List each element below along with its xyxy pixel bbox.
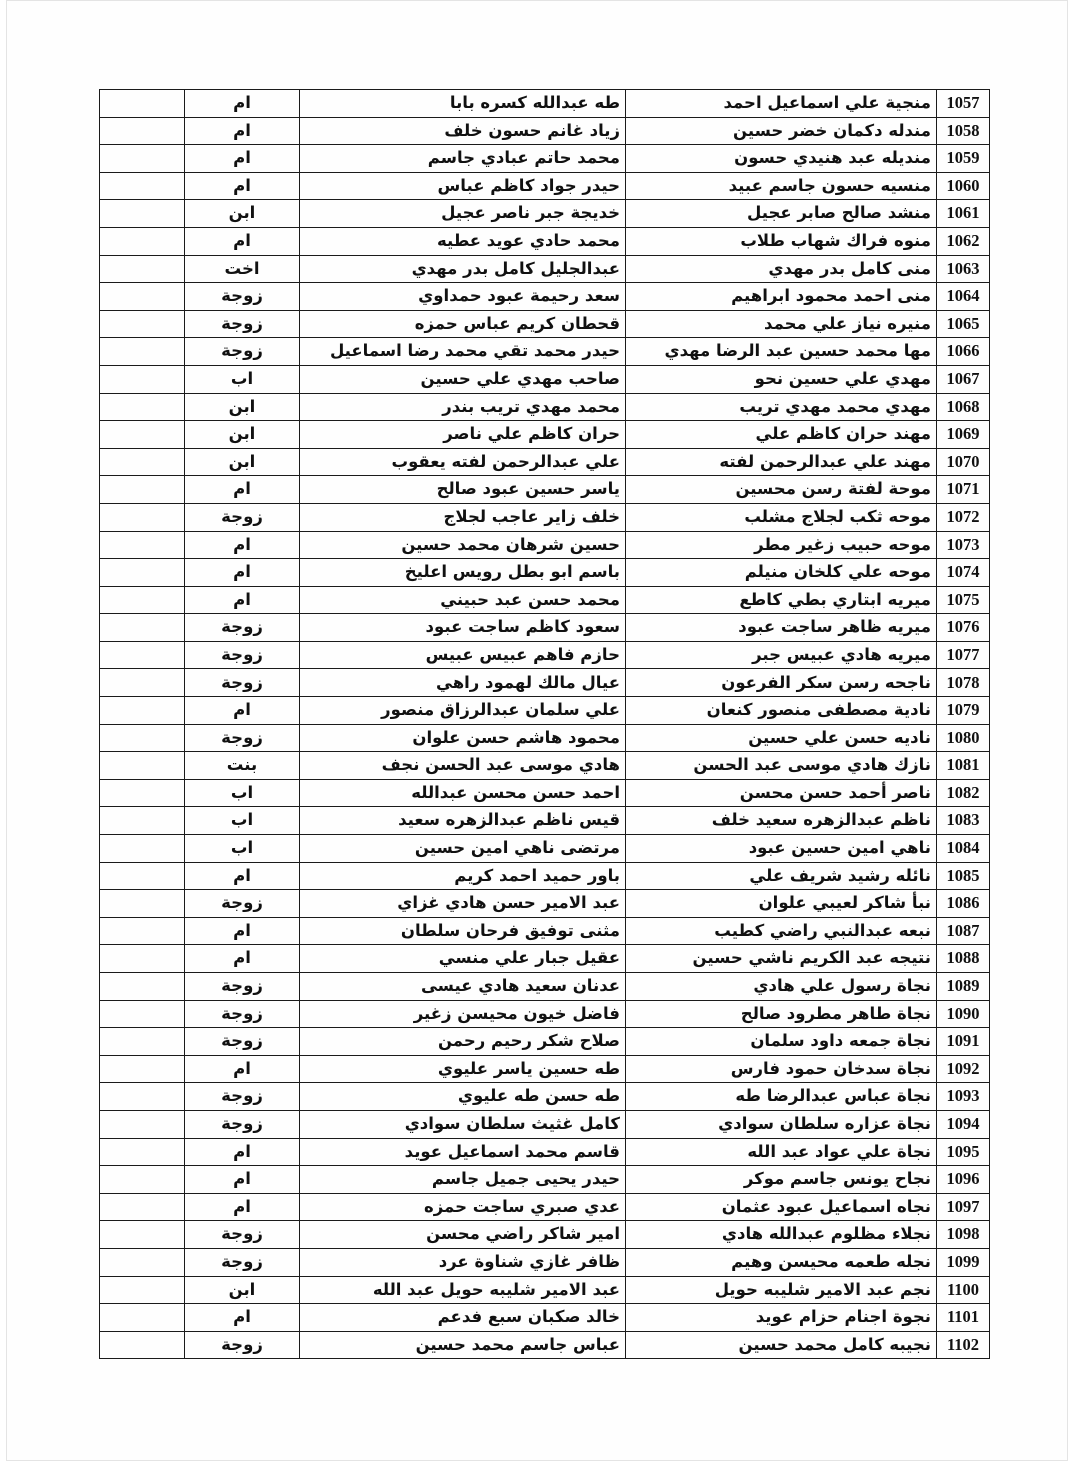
relation-cell: ام (185, 917, 300, 945)
blank-cell (100, 807, 185, 835)
relative-name-cell: حيدر محمد تقي محمد رضا اسماعيل (300, 338, 626, 366)
relation-cell: ام (185, 117, 300, 145)
relation-cell: ام (185, 1166, 300, 1194)
relation-cell: ام (185, 531, 300, 559)
table-row (100, 1221, 990, 1249)
number-cell: 1070 (937, 448, 990, 476)
name-cell: نجوة اجنام حزام عويد (626, 1304, 937, 1332)
name-cell: نجلاء مظلوم عبدالله هادي (626, 1221, 937, 1249)
name-cell: مندله دكمان خضر حسين (626, 117, 937, 145)
table-row (100, 421, 990, 449)
relative-name-cell: باور حميد احمد كريم (300, 862, 626, 890)
relative-name-cell: عباس جاسم محمد حسين (300, 1331, 626, 1359)
relative-name-cell: عدي صبري ساجت حمزه (300, 1193, 626, 1221)
name-cell: منديله عبد هنيدي حسون (626, 145, 937, 173)
table-row (100, 503, 990, 531)
table-row (100, 697, 990, 725)
name-cell: نادية مصطفى منصور كنعان (626, 697, 937, 725)
table-row (100, 90, 990, 118)
number-cell: 1084 (937, 835, 990, 863)
name-cell: نجاة جمعه داود سلمان (626, 1028, 937, 1056)
number-cell: 1059 (937, 145, 990, 173)
blank-cell (100, 393, 185, 421)
relative-name-cell: عيال مالك لهمود راهي (300, 669, 626, 697)
number-cell: 1097 (937, 1193, 990, 1221)
table-row (100, 283, 990, 311)
name-cell: ناجحه رسن سكر الفرعون (626, 669, 937, 697)
relation-cell: زوجة (185, 1083, 300, 1111)
blank-cell (100, 476, 185, 504)
relative-name-cell: امير شاكر راضي محسن (300, 1221, 626, 1249)
table-row (100, 1304, 990, 1332)
blank-cell (100, 338, 185, 366)
name-cell: ناظم عبدالزهره سعيد خلف (626, 807, 937, 835)
number-cell: 1090 (937, 1000, 990, 1028)
relation-cell: ام (185, 586, 300, 614)
name-cell: نازك هادي موسى عبد الحسن (626, 752, 937, 780)
number-cell: 1085 (937, 862, 990, 890)
table-row (100, 393, 990, 421)
table-row (100, 255, 990, 283)
table-row (100, 641, 990, 669)
table-row (100, 200, 990, 228)
relative-name-cell: ياسر حسين عبود صالح (300, 476, 626, 504)
table-row (100, 338, 990, 366)
blank-cell (100, 614, 185, 642)
relative-name-cell: طه حسن طه عليوي (300, 1083, 626, 1111)
name-cell: مهدي علي حسين نحو (626, 365, 937, 393)
relative-name-cell: قيس ناظم عبدالزهره سعيد (300, 807, 626, 835)
relative-name-cell: عبدالجليل كامل بدر مهدي (300, 255, 626, 283)
name-cell: مهند حران كاظم علي (626, 421, 937, 449)
number-cell: 1088 (937, 945, 990, 973)
relation-cell: ابن (185, 448, 300, 476)
number-cell: 1068 (937, 393, 990, 421)
blank-cell (100, 752, 185, 780)
number-cell: 1082 (937, 779, 990, 807)
blank-cell (100, 586, 185, 614)
table-row (100, 669, 990, 697)
table-row (100, 559, 990, 587)
number-cell: 1073 (937, 531, 990, 559)
table-row (100, 448, 990, 476)
relation-cell: اب (185, 779, 300, 807)
relation-cell: زوجة (185, 724, 300, 752)
table-row (100, 172, 990, 200)
name-cell: نجاة رسول علي هادي (626, 973, 937, 1001)
number-cell: 1092 (937, 1055, 990, 1083)
number-cell: 1062 (937, 227, 990, 255)
relation-cell: زوجة (185, 1028, 300, 1056)
number-cell: 1098 (937, 1221, 990, 1249)
blank-cell (100, 1028, 185, 1056)
name-cell: منشد صالح صابر عجيل (626, 200, 937, 228)
relative-name-cell: عقيل جبار علي منسي (300, 945, 626, 973)
name-cell: مهند علي عبدالرحمن لفته (626, 448, 937, 476)
number-cell: 1063 (937, 255, 990, 283)
blank-cell (100, 1304, 185, 1332)
number-cell: 1069 (937, 421, 990, 449)
relative-name-cell: محمد حسن عبد حبيني (300, 586, 626, 614)
blank-cell (100, 90, 185, 118)
roster-table (99, 89, 990, 1359)
name-cell: موحه علي كلخان منيلم (626, 559, 937, 587)
name-cell: نجاة علي عواد عبد الله (626, 1138, 937, 1166)
relation-cell: زوجة (185, 614, 300, 642)
name-cell: نجاة عباس عبدالرضا طه (626, 1083, 937, 1111)
number-cell: 1066 (937, 338, 990, 366)
relative-name-cell: زياد غانم حسون خلف (300, 117, 626, 145)
number-cell: 1077 (937, 641, 990, 669)
number-cell: 1076 (937, 614, 990, 642)
relative-name-cell: عبد الامير شليبه حويل عبد الله (300, 1276, 626, 1304)
relative-name-cell: كامل غثيث سلطان سوادي (300, 1110, 626, 1138)
relation-cell: زوجة (185, 1248, 300, 1276)
name-cell: مهدي محمد مهدي تريب (626, 393, 937, 421)
blank-cell (100, 1055, 185, 1083)
number-cell: 1058 (937, 117, 990, 145)
relation-cell: ابن (185, 421, 300, 449)
table-row (100, 1193, 990, 1221)
name-cell: نجاه اسماعيل عبود عثمان (626, 1193, 937, 1221)
blank-cell (100, 448, 185, 476)
relative-name-cell: هادي موسى عبد الحسن نجف (300, 752, 626, 780)
name-cell: نجيبه كامل محمد حسين (626, 1331, 937, 1359)
table-row (100, 752, 990, 780)
relative-name-cell: عبد الامير حسن هادي غزاي (300, 890, 626, 918)
relation-cell: زوجة (185, 1331, 300, 1359)
name-cell: منجية علي اسماعيل احمد (626, 90, 937, 118)
number-cell: 1072 (937, 503, 990, 531)
number-cell: 1057 (937, 90, 990, 118)
table-row (100, 1138, 990, 1166)
name-cell: نجم عبد الامير شليبه حويل (626, 1276, 937, 1304)
relative-name-cell: محمد حادي عويد عطيه (300, 227, 626, 255)
blank-cell (100, 1110, 185, 1138)
table-row (100, 1331, 990, 1359)
name-cell: منيره نياز علي محمد (626, 310, 937, 338)
relation-cell: ام (185, 476, 300, 504)
number-cell: 1093 (937, 1083, 990, 1111)
name-cell: ميريه هادي عبيس جبر (626, 641, 937, 669)
relative-name-cell: قاسم محمد اسماعيل عويد (300, 1138, 626, 1166)
relative-name-cell: فاضل خيون محيسن زغير (300, 1000, 626, 1028)
relation-cell: زوجة (185, 310, 300, 338)
relative-name-cell: علي عبدالرحمن لفته يعقوب (300, 448, 626, 476)
blank-cell (100, 365, 185, 393)
blank-cell (100, 145, 185, 173)
table-row (100, 807, 990, 835)
table-row (100, 1028, 990, 1056)
relation-cell: ام (185, 1138, 300, 1166)
number-cell: 1094 (937, 1110, 990, 1138)
blank-cell (100, 117, 185, 145)
table-row (100, 1000, 990, 1028)
name-cell: نجاة عزاره سلطان سوادي (626, 1110, 937, 1138)
blank-cell (100, 172, 185, 200)
name-cell: مها محمد حسين عبد الرضا مهدي (626, 338, 937, 366)
number-cell: 1086 (937, 890, 990, 918)
relation-cell: اخت (185, 255, 300, 283)
relation-cell: ابن (185, 200, 300, 228)
number-cell: 1080 (937, 724, 990, 752)
roster-table-body (100, 90, 990, 1359)
table-row (100, 586, 990, 614)
blank-cell (100, 227, 185, 255)
number-cell: 1064 (937, 283, 990, 311)
relative-name-cell: محمد مهدي تريب بندر (300, 393, 626, 421)
relation-cell: زوجة (185, 1000, 300, 1028)
number-cell: 1061 (937, 200, 990, 228)
number-cell: 1096 (937, 1166, 990, 1194)
relation-cell: ام (185, 145, 300, 173)
relation-cell: زوجة (185, 503, 300, 531)
name-cell: نائله رشيد شريف علي (626, 862, 937, 890)
relation-cell: زوجة (185, 1221, 300, 1249)
name-cell: نجاح يونس جاسم موكر (626, 1166, 937, 1194)
blank-cell (100, 1083, 185, 1111)
name-cell: ميريه ابتاري بطي كاطع (626, 586, 937, 614)
table-row (100, 835, 990, 863)
relation-cell: اب (185, 365, 300, 393)
blank-cell (100, 862, 185, 890)
table-row (100, 1276, 990, 1304)
relative-name-cell: حران كاظم علي ناصر (300, 421, 626, 449)
number-cell: 1079 (937, 697, 990, 725)
name-cell: نجاة سدخان حمود فارس (626, 1055, 937, 1083)
blank-cell (100, 890, 185, 918)
relation-cell: ابن (185, 393, 300, 421)
blank-cell (100, 641, 185, 669)
name-cell: موحه حبيب زغير مطر (626, 531, 937, 559)
name-cell: ناصر أحمد حسن محسن (626, 779, 937, 807)
relative-name-cell: خالد صكبان سبع فدعم (300, 1304, 626, 1332)
table-row (100, 779, 990, 807)
relative-name-cell: خلف زاير عاجب لجلاج (300, 503, 626, 531)
relative-name-cell: مثنى توفيق فرحان سلطان (300, 917, 626, 945)
number-cell: 1100 (937, 1276, 990, 1304)
name-cell: نبعه عبدالنبي راضي كطيب (626, 917, 937, 945)
relation-cell: اب (185, 835, 300, 863)
relation-cell: زوجة (185, 973, 300, 1001)
relation-cell: ام (185, 1304, 300, 1332)
blank-cell (100, 1000, 185, 1028)
number-cell: 1060 (937, 172, 990, 200)
number-cell: 1101 (937, 1304, 990, 1332)
table-row (100, 310, 990, 338)
relative-name-cell: صلاح شكر رحيم رحمن (300, 1028, 626, 1056)
relative-name-cell: محمد حاتم عبادي جاسم (300, 145, 626, 173)
relation-cell: زوجة (185, 1110, 300, 1138)
name-cell: نتيجه عبد الكريم ناشي حسين (626, 945, 937, 973)
blank-cell (100, 669, 185, 697)
relation-cell: ام (185, 90, 300, 118)
relative-name-cell: احمد حسن محسن عبدالله (300, 779, 626, 807)
number-cell: 1081 (937, 752, 990, 780)
number-cell: 1083 (937, 807, 990, 835)
relative-name-cell: باسم ابو بطل رويس اعليخ (300, 559, 626, 587)
table-row (100, 1055, 990, 1083)
table-row (100, 1110, 990, 1138)
relation-cell: ام (185, 559, 300, 587)
table-row (100, 724, 990, 752)
name-cell: منسيه حسون جاسم عبيد (626, 172, 937, 200)
table-row (100, 1166, 990, 1194)
table-row (100, 862, 990, 890)
relative-name-cell: ظافر غازي شناوة عرد (300, 1248, 626, 1276)
blank-cell (100, 945, 185, 973)
blank-cell (100, 200, 185, 228)
blank-cell (100, 310, 185, 338)
relative-name-cell: حسين شرهان محمد حسين (300, 531, 626, 559)
relative-name-cell: سعود كاظم ساجت عبود (300, 614, 626, 642)
relation-cell: اب (185, 807, 300, 835)
table-row (100, 227, 990, 255)
relation-cell: ام (185, 945, 300, 973)
relation-cell: ام (185, 1193, 300, 1221)
relative-name-cell: خديجة جبر ناصر عجيل (300, 200, 626, 228)
blank-cell (100, 1248, 185, 1276)
blank-cell (100, 1276, 185, 1304)
blank-cell (100, 255, 185, 283)
number-cell: 1065 (937, 310, 990, 338)
relation-cell: ام (185, 172, 300, 200)
name-cell: نبأ شاكر لعيبي علوان (626, 890, 937, 918)
name-cell: نجاة طاهر مطرود صالح (626, 1000, 937, 1028)
name-cell: منى احمد محمود ابراهيم (626, 283, 937, 311)
relative-name-cell: مرتضى ناهي امين حسين (300, 835, 626, 863)
number-cell: 1102 (937, 1331, 990, 1359)
relative-name-cell: قحطان كريم عباس حمزه (300, 310, 626, 338)
name-cell: موحه ثكب لجلاج مشلب (626, 503, 937, 531)
relative-name-cell: حيدر يحيى جميل جاسم (300, 1166, 626, 1194)
table-row (100, 890, 990, 918)
relative-name-cell: حازم فاهم عبيس عبيس (300, 641, 626, 669)
number-cell: 1075 (937, 586, 990, 614)
number-cell: 1071 (937, 476, 990, 504)
blank-cell (100, 835, 185, 863)
relative-name-cell: سعد رحيمة عبود حمداوي (300, 283, 626, 311)
table-row (100, 117, 990, 145)
table-row (100, 476, 990, 504)
blank-cell (100, 917, 185, 945)
blank-cell (100, 283, 185, 311)
number-cell: 1099 (937, 1248, 990, 1276)
table-row (100, 973, 990, 1001)
table-row (100, 1248, 990, 1276)
table-row (100, 531, 990, 559)
relative-name-cell: عدنان سعيد هادي عيسى (300, 973, 626, 1001)
relation-cell: ام (185, 227, 300, 255)
relation-cell: زوجة (185, 890, 300, 918)
relation-cell: ابن (185, 1276, 300, 1304)
relative-name-cell: صاحب مهدي علي حسين (300, 365, 626, 393)
blank-cell (100, 1193, 185, 1221)
blank-cell (100, 1221, 185, 1249)
blank-cell (100, 421, 185, 449)
number-cell: 1089 (937, 973, 990, 1001)
relative-name-cell: علي سلمان عبدالرزاق منصور (300, 697, 626, 725)
number-cell: 1091 (937, 1028, 990, 1056)
relation-cell: بنت (185, 752, 300, 780)
relation-cell: ام (185, 1055, 300, 1083)
number-cell: 1087 (937, 917, 990, 945)
name-cell: ناديه حسن علي حسين (626, 724, 937, 752)
number-cell: 1095 (937, 1138, 990, 1166)
name-cell: منوه فراك شهاب طلاب (626, 227, 937, 255)
blank-cell (100, 973, 185, 1001)
blank-cell (100, 559, 185, 587)
number-cell: 1074 (937, 559, 990, 587)
blank-cell (100, 1331, 185, 1359)
table-row (100, 1083, 990, 1111)
blank-cell (100, 503, 185, 531)
relation-cell: زوجة (185, 641, 300, 669)
name-cell: ميريه ظاهر ساجت عبود (626, 614, 937, 642)
relation-cell: زوجة (185, 669, 300, 697)
table-row (100, 365, 990, 393)
table-row (100, 614, 990, 642)
blank-cell (100, 531, 185, 559)
name-cell: موحة لفتة رسن محسين (626, 476, 937, 504)
table-row (100, 145, 990, 173)
blank-cell (100, 697, 185, 725)
relative-name-cell: طه عبدالله كسره بابا (300, 90, 626, 118)
relative-name-cell: محمود هاشم حسن علوان (300, 724, 626, 752)
blank-cell (100, 1138, 185, 1166)
relation-cell: ام (185, 697, 300, 725)
relation-cell: ام (185, 862, 300, 890)
blank-cell (100, 779, 185, 807)
table-row (100, 917, 990, 945)
table-row (100, 945, 990, 973)
relation-cell: زوجة (185, 283, 300, 311)
name-cell: ناهي امين حسين عبود (626, 835, 937, 863)
number-cell: 1078 (937, 669, 990, 697)
blank-cell (100, 1166, 185, 1194)
relative-name-cell: حيدر جواد كاظم عباس (300, 172, 626, 200)
number-cell: 1067 (937, 365, 990, 393)
name-cell: منى كامل بدر مهدي (626, 255, 937, 283)
relation-cell: زوجة (185, 338, 300, 366)
blank-cell (100, 724, 185, 752)
relative-name-cell: طه حسين ياسر عليوي (300, 1055, 626, 1083)
name-cell: نجله طعمه محيسن وهيم (626, 1248, 937, 1276)
